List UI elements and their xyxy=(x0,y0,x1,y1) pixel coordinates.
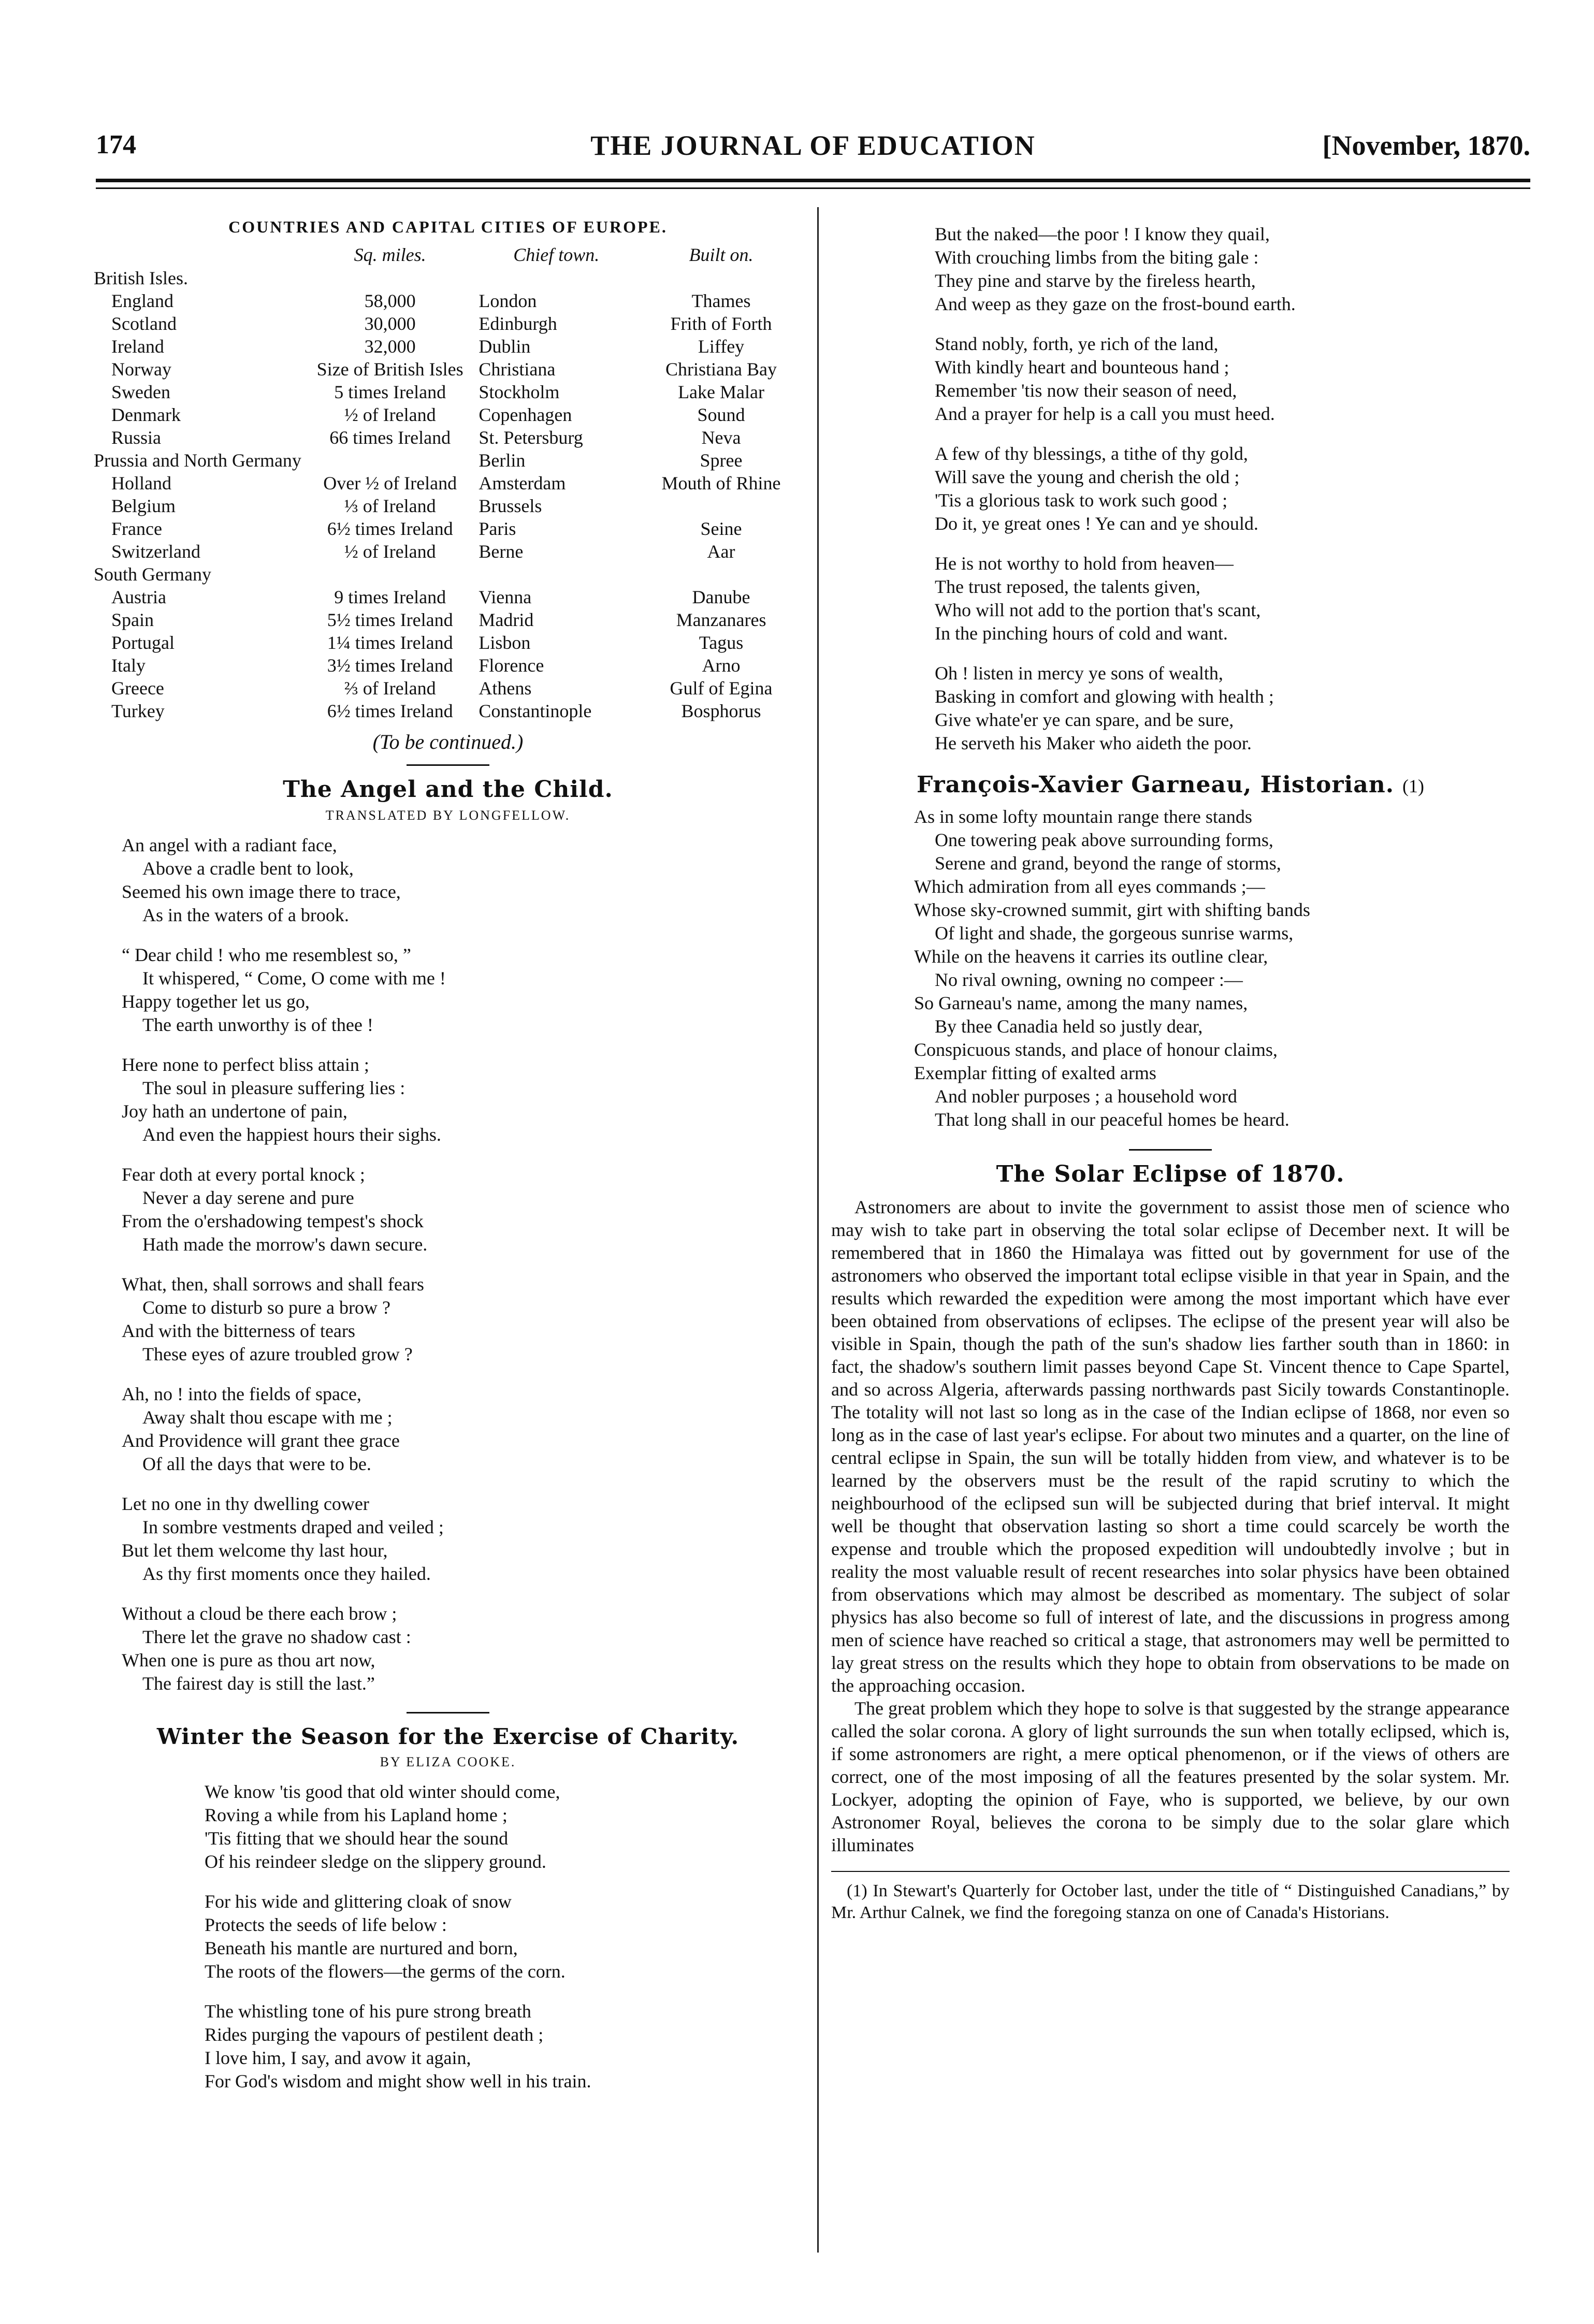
built-on: Bosphorus xyxy=(681,701,761,721)
footnote-rule xyxy=(831,1871,1510,1872)
countries-table-row xyxy=(91,335,805,358)
poem-line: By thee Canadia held so justly dear, xyxy=(935,1016,1203,1037)
poem-stanza xyxy=(122,1492,805,1586)
area-value xyxy=(305,563,475,586)
poem-line: And even the happiest hours their sighs. xyxy=(142,1124,441,1145)
built-on: Thames xyxy=(691,290,751,311)
country-name: Greece xyxy=(111,678,164,699)
poem-line: As in the waters of a brook. xyxy=(142,905,349,925)
column-header-sq-miles: Sq. miles. xyxy=(354,244,426,265)
chief-town: Edinburgh xyxy=(479,313,557,334)
poem-line: Rides purging the vapours of pestilent death ; xyxy=(205,2024,544,2045)
chief-town: Copenhagen xyxy=(479,404,572,425)
poem-line: And weep as they gaze on the frost-bound earth. xyxy=(935,294,1296,314)
poem-line: An angel with a radiant face, xyxy=(122,835,337,855)
poem-line: Of light and shade, the gorgeous sunrise warms, xyxy=(935,923,1294,943)
poem-line: Fear doth at every portal knock ; xyxy=(122,1164,365,1185)
poem-line: They pine and starve by the fireless hearth, xyxy=(935,270,1256,291)
poem-stanza xyxy=(935,662,1510,755)
country-name: Prussia and North Germany xyxy=(94,450,301,471)
poem-line: While on the heavens it carries its outline clear, xyxy=(914,946,1268,967)
country-name: South Germany xyxy=(94,564,211,585)
angel-poem-byline: TRANSLATED BY LONGFELLOW. xyxy=(325,808,571,823)
country-name: Turkey xyxy=(111,701,165,721)
issue-date: [November, 1870. xyxy=(1322,130,1530,161)
poem-line: Of his reindeer sledge on the slippery ground. xyxy=(205,1851,546,1872)
area-value: 1¼ times Ireland xyxy=(327,632,453,653)
poem-line: But let them welcome thy last hour, xyxy=(122,1540,388,1561)
built-on: Neva xyxy=(701,427,741,448)
poem-line: Give whate'er ye can spare, and be sure, xyxy=(935,709,1234,730)
page-header xyxy=(96,129,1530,171)
column-header-country xyxy=(91,243,305,267)
angel-poem-title: The Angel and the Child. xyxy=(283,776,613,803)
chief-town: Dublin xyxy=(479,336,531,357)
area-value: 9 times Ireland xyxy=(334,587,446,607)
poem-line: Here none to perfect bliss attain ; xyxy=(122,1054,369,1075)
chief-town: Lisbon xyxy=(479,632,531,653)
poem-line: In the pinching hours of cold and want. xyxy=(935,623,1228,644)
column-header-chief-town: Chief town. xyxy=(513,244,600,265)
chief-town: Madrid xyxy=(479,609,534,630)
built-on: Lake Malar xyxy=(678,382,764,402)
right-column xyxy=(831,223,1510,1924)
poem-line: Which admiration from all eyes commands ;— xyxy=(914,876,1265,897)
poem-line: “ Dear child ! who me resemblest so, ” xyxy=(122,945,411,965)
garneau-heading xyxy=(831,772,1510,798)
poem-stanza xyxy=(122,834,805,927)
garneau-poem xyxy=(914,805,1510,1131)
country-name: Belgium xyxy=(111,496,176,516)
poem-line: Exemplar fitting of exalted arms xyxy=(914,1063,1156,1083)
to-be-continued: (To be continued.) xyxy=(372,730,524,753)
section-divider xyxy=(1129,1149,1212,1151)
built-on xyxy=(637,495,805,517)
poem-line: Let no one in thy dwelling cower xyxy=(122,1493,369,1514)
poem-line: Beneath his mantle are nurtured and born, xyxy=(205,1938,518,1958)
chief-town: Constantinople xyxy=(479,701,592,721)
chief-town: Paris xyxy=(479,518,516,539)
area-value xyxy=(305,267,475,289)
countries-table-row xyxy=(91,700,805,722)
poem-line: The soul in pleasure suffering lies : xyxy=(142,1078,405,1098)
built-on: Christiana Bay xyxy=(665,359,777,380)
winter-poem-part-1 xyxy=(205,1780,805,2093)
country-name: Italy xyxy=(111,655,146,676)
poem-line: Ah, no ! into the fields of space, xyxy=(122,1384,361,1404)
poem-line: Never a day serene and pure xyxy=(142,1187,354,1208)
area-value xyxy=(305,449,475,472)
poem-line: But the naked—the poor ! I know they quail, xyxy=(935,224,1270,244)
poem-line: Do it, ye great ones ! Ye can and ye should. xyxy=(935,513,1258,534)
poem-line: With crouching limbs from the biting gale : xyxy=(935,247,1259,268)
countries-table-row xyxy=(91,677,805,700)
countries-table-header xyxy=(91,243,805,267)
poem-stanza xyxy=(935,332,1510,426)
poem-stanza xyxy=(205,1780,805,1873)
poem-line: Who will not add to the portion that's scant, xyxy=(935,600,1261,620)
countries-table xyxy=(91,243,805,722)
area-value: 3½ times Ireland xyxy=(327,655,453,676)
poem-line: He serveth his Maker who aideth the poor. xyxy=(935,733,1252,753)
chief-town: Athens xyxy=(479,678,532,699)
countries-table-row xyxy=(91,289,805,312)
poem-line: Oh ! listen in mercy ye sons of wealth, xyxy=(935,663,1223,684)
built-on xyxy=(637,563,805,586)
chief-town: Vienna xyxy=(479,587,532,607)
countries-table-row xyxy=(91,495,805,517)
poem-stanza xyxy=(935,552,1510,645)
poem-line: And nobler purposes ; a household word xyxy=(935,1086,1237,1107)
chief-town: Stockholm xyxy=(479,382,560,402)
country-name: Spain xyxy=(111,609,154,630)
left-column xyxy=(91,217,805,2110)
poem-line: Whose sky-crowned summit, girt with shifting bands xyxy=(914,899,1310,920)
eclipse-paragraph: The great problem which they hope to solve is that suggested by the strange appearance called the solar corona. A glory of light surrounds the sun when totally eclipsed, which is, if some astronomers are right, a mere optical phenomenon, or if the views of others are correct, one of the most imposing of all the features presented by the solar system. Mr. Lockyer, adopting the opinion of Faye, who is supported, we believe, by our own Astronomer Royal, believes the corona to be simply due to the solar glare which illuminates xyxy=(831,1698,1510,1855)
poem-line: A few of thy blessings, a tithe of thy gold, xyxy=(935,443,1248,464)
country-name: Austria xyxy=(111,587,166,607)
poem-line: For his wide and glittering cloak of snow xyxy=(205,1891,512,1912)
country-name: Sweden xyxy=(111,382,170,402)
chief-town: Florence xyxy=(479,655,544,676)
poem-line: Conspicuous stands, and place of honour claims, xyxy=(914,1039,1278,1060)
poem-line: Protects the seeds of life below : xyxy=(205,1914,447,1935)
built-on: Arno xyxy=(702,655,741,676)
poem-line: The fairest day is still the last.” xyxy=(142,1673,375,1694)
poem-line: When one is pure as thou art now, xyxy=(122,1650,375,1671)
poem-line: Serene and grand, beyond the range of storms, xyxy=(935,853,1281,874)
area-value: 5½ times Ireland xyxy=(327,609,453,630)
poem-stanza xyxy=(122,1273,805,1366)
built-on: Tagus xyxy=(699,632,744,653)
countries-table-title: COUNTRIES AND CAPITAL CITIES OF EUROPE. xyxy=(228,217,668,236)
poem-line: The trust reposed, the talents given, xyxy=(935,576,1200,597)
poem-line: Come to disturb so pure a brow ? xyxy=(142,1297,390,1318)
area-value: ⅔ of Ireland xyxy=(344,678,436,699)
chief-town xyxy=(475,563,637,586)
area-value: 6½ times Ireland xyxy=(327,518,453,539)
poem-stanza xyxy=(122,1383,805,1476)
poem-line: Of all the days that were to be. xyxy=(142,1454,371,1474)
poem-line: For God's wisdom and might show well in his train. xyxy=(205,2071,591,2091)
poem-line: 'Tis fitting that we should hear the sound xyxy=(205,1828,509,1849)
area-value: Size of British Isles xyxy=(316,359,463,380)
built-on: Liffey xyxy=(698,336,745,357)
country-name: Portugal xyxy=(111,632,175,653)
country-name: Switzerland xyxy=(111,541,200,562)
poem-line: Hath made the morrow's dawn secure. xyxy=(142,1234,428,1255)
countries-table-row xyxy=(91,381,805,403)
poem-line: No rival owning, owning no compeer :— xyxy=(935,969,1243,990)
area-value: ⅓ of Ireland xyxy=(344,496,436,516)
footnote-mark: (1) xyxy=(1402,776,1425,796)
poem-line: And with the bitterness of tears xyxy=(122,1320,355,1341)
area-value: 58,000 xyxy=(364,290,416,311)
column-header-built-on: Built on. xyxy=(689,244,753,265)
poem-stanza xyxy=(122,1602,805,1695)
country-name: British Isles. xyxy=(94,268,189,288)
built-on xyxy=(637,267,805,289)
built-on: Aar xyxy=(707,541,735,562)
area-value: 66 times Ireland xyxy=(329,427,451,448)
poem-stanza xyxy=(205,2000,805,2093)
poem-stanza xyxy=(122,1053,805,1146)
countries-table-row xyxy=(91,540,805,563)
eclipse-paragraph: Astronomers are about to invite the government to assist those men of science who may wish to take part in observing the total solar eclipse of December next. It will be remembered that in 1860 the Himalaya was fitted out by government for use of the astronomers who observed the important total eclipse visible in that year in Spain, and the results which rewarded the expedition were among the most important which have ever been obtained from observations of eclipses. The eclipse of the present year will also be visible in Spain, though the path of the sun's shadow lies farther south than in 1860: in fact, the shadow's southern limit passes beyond Cape St. Vincent thence to Cape Spartel, and so across Algeria, afterwards passing northwards past Sicily towards Constantinople. The totality will not last so long as in the case of the Indian eclipse of 1868, nor even so long as in the case of last year's eclipse. For about two minutes and a quarter, on the line of central eclipse in Spain, the sun will be totally hidden from view, and whatever is to be learned by the observers must be the result of the rapid scrutiny to which the neighbourhood of the eclipsed sun will be subjected during that brief interval. It might well be thought that observation lasting so short a time could scarcely be worth the expense and trouble which the proposed expedition will undoubtedly involve ; but in reality the most valuable result of recent researches into solar physics have been obtained from observations which may almost be described as momentary. The subject of solar physics has also become so full of interest of late, and the discussions in progress among men of science have reached so critical a stage, that astronomers may well be permitted to lay great stress on the results which they hope to obtain from observations to be made on the approaching occasion. xyxy=(831,1197,1510,1696)
poem-line: So Garneau's name, among the many names, xyxy=(914,993,1248,1013)
column-divider xyxy=(817,207,819,2253)
poem-line: Stand nobly, forth, ye rich of the land, xyxy=(935,333,1219,354)
countries-table-row xyxy=(91,472,805,495)
winter-poem-byline: BY ELIZA COOKE. xyxy=(380,1754,516,1769)
built-on: Mouth of Rhine xyxy=(661,473,781,493)
built-on: Danube xyxy=(692,587,750,607)
chief-town: Berlin xyxy=(479,450,526,471)
country-name: France xyxy=(111,518,162,539)
footnote-text: (1) In Stewart's Quarterly for October last, under the title of “ Distinguished Canadians,” by Mr. Arthur Calnek, we find the foregoing stanza on one of Canada's Historians. xyxy=(831,1881,1510,1922)
poem-line: Happy together let us go, xyxy=(122,991,310,1012)
journal-title: THE JOURNAL OF EDUCATION xyxy=(590,130,1036,161)
poem-line: Away shalt thou escape with me ; xyxy=(142,1407,393,1428)
area-value: ½ of Ireland xyxy=(344,541,436,562)
area-value: ½ of Ireland xyxy=(344,404,436,425)
poem-line: 'Tis a glorious task to work such good ; xyxy=(935,490,1228,511)
poem-line: What, then, shall sorrows and shall fears xyxy=(122,1274,424,1295)
poem-line: The roots of the flowers—the germs of the corn. xyxy=(205,1961,566,1982)
area-value: 32,000 xyxy=(364,336,416,357)
eclipse-article-body xyxy=(831,1196,1510,1856)
country-name: Russia xyxy=(111,427,162,448)
poem-line: Without a cloud be there each brow ; xyxy=(122,1603,397,1624)
chief-town: Christiana xyxy=(479,359,556,380)
poem-line: From the o'ershadowing tempest's shock xyxy=(122,1211,424,1231)
section-divider xyxy=(407,1712,489,1713)
poem-line: One towering peak above surrounding forms, xyxy=(935,830,1273,850)
poem-line: These eyes of azure troubled grow ? xyxy=(142,1344,413,1364)
countries-table-row xyxy=(91,631,805,654)
countries-table-row xyxy=(91,267,805,289)
built-on: Frith of Forth xyxy=(670,313,772,334)
built-on: Manzanares xyxy=(676,609,766,630)
eclipse-article-title: The Solar Eclipse of 1870. xyxy=(996,1161,1345,1187)
countries-table-row xyxy=(91,608,805,631)
country-name: Ireland xyxy=(111,336,164,357)
countries-table-row xyxy=(91,403,805,426)
countries-table-row xyxy=(91,563,805,586)
countries-table-row xyxy=(91,449,805,472)
built-on: Spree xyxy=(700,450,743,471)
countries-table-row xyxy=(91,517,805,540)
poem-stanza xyxy=(205,1890,805,1983)
chief-town: Brussels xyxy=(479,496,542,516)
countries-table-row xyxy=(91,358,805,381)
poem-line: As thy first moments once they hailed. xyxy=(142,1563,431,1584)
angel-poem xyxy=(122,834,805,1695)
poem-line: It whispered, “ Come, O come with me ! xyxy=(142,968,446,989)
poem-line: I love him, I say, and avow it again, xyxy=(205,2047,471,2068)
area-value: 6½ times Ireland xyxy=(327,701,453,721)
country-name: Norway xyxy=(111,359,171,380)
poem-line: Seemed his own image there to trace, xyxy=(122,881,401,902)
poem-line: In sombre vestments draped and veiled ; xyxy=(142,1517,444,1537)
area-value: Over ½ of Ireland xyxy=(323,473,457,493)
poem-line: As in some lofty mountain range there stands xyxy=(914,806,1252,827)
poem-line: There let the grave no shadow cast : xyxy=(142,1626,411,1647)
poem-line: The earth unworthy is of thee ! xyxy=(142,1014,373,1035)
garneau-poem-title: François-Xavier Garneau, Historian. xyxy=(916,772,1395,798)
poem-line: Basking in comfort and glowing with health ; xyxy=(935,686,1274,707)
chief-town: London xyxy=(479,290,537,311)
chief-town xyxy=(475,267,637,289)
country-name: England xyxy=(111,290,173,311)
chief-town: Amsterdam xyxy=(479,473,566,493)
section-divider xyxy=(407,764,489,766)
poem-line: With kindly heart and bounteous hand ; xyxy=(935,357,1229,377)
built-on: Gulf of Egina xyxy=(670,678,773,699)
countries-table-row xyxy=(91,312,805,335)
country-name: Holland xyxy=(111,473,171,493)
poem-line: And Providence will grant thee grace xyxy=(122,1430,400,1451)
poem-line: And a prayer for help is a call you must heed. xyxy=(935,403,1275,424)
page-number: 174 xyxy=(96,130,136,159)
chief-town: St. Petersburg xyxy=(479,427,583,448)
poem-line: We know 'tis good that old winter should come, xyxy=(205,1781,560,1802)
poem-line: The whistling tone of his pure strong breath xyxy=(205,2001,531,2022)
countries-table-row xyxy=(91,586,805,608)
poem-line: That long shall in our peaceful homes be heard. xyxy=(935,1109,1289,1130)
area-value: 30,000 xyxy=(364,313,416,334)
header-rule-thick xyxy=(96,179,1530,182)
built-on: Seine xyxy=(700,518,742,539)
poem-stanza xyxy=(935,442,1510,535)
winter-poem-part-2 xyxy=(935,223,1510,755)
poem-line: Above a cradle bent to look, xyxy=(142,858,354,879)
chief-town: Berne xyxy=(479,541,524,562)
countries-table-row xyxy=(91,426,805,449)
built-on: Sound xyxy=(697,404,745,425)
winter-poem-title: Winter the Season for the Exercise of Charity. xyxy=(156,1724,740,1749)
header-rule-thin xyxy=(96,187,1530,189)
poem-line: He is not worthy to hold from heaven— xyxy=(935,553,1234,574)
poem-line: Remember 'tis now their season of need, xyxy=(935,380,1237,401)
poem-stanza xyxy=(122,943,805,1037)
poem-line: Joy hath an undertone of pain, xyxy=(122,1101,347,1122)
poem-stanza xyxy=(935,223,1510,316)
poem-line: Will save the young and cherish the old ; xyxy=(935,467,1240,487)
poem-stanza xyxy=(122,1163,805,1256)
area-value: 5 times Ireland xyxy=(334,382,446,402)
poem-line: Roving a while from his Lapland home ; xyxy=(205,1805,508,1825)
country-name: Scotland xyxy=(111,313,177,334)
countries-table-row xyxy=(91,654,805,677)
country-name: Denmark xyxy=(111,404,181,425)
